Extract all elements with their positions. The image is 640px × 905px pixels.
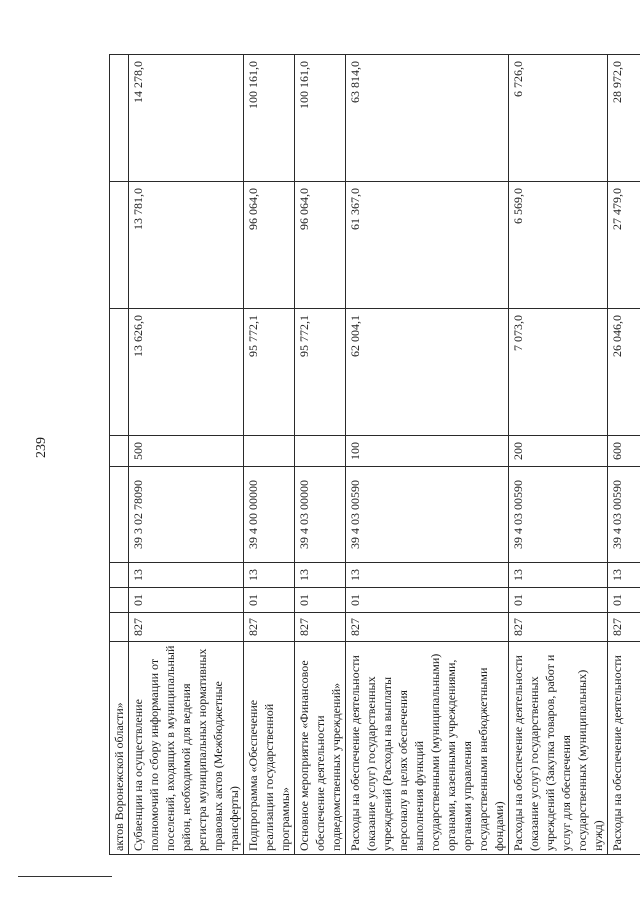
pr-cell: 13 bbox=[295, 563, 346, 588]
budget-table bbox=[109, 54, 640, 855]
pr-cell: 13 bbox=[346, 563, 509, 588]
vr-cell: 500 bbox=[129, 436, 244, 467]
page-number: 239 bbox=[34, 437, 49, 458]
year1-amount-cell: 95 772,1 bbox=[295, 309, 346, 436]
ved-cell: 827 bbox=[509, 613, 608, 642]
name-cell: Расходы на обеспечение деятельности (оказание услуг) государственных учреждений (Расходы на выплаты персоналу в целях обеспечения выполнения функций государственными (муниципальными) органами, казенными учреждениями, органами управления государственными внебюджетными фондами) bbox=[346, 642, 509, 855]
name-cell: Расходы на обеспечение деятельности (оказание услуг) государственных учреждений (Закупка товаров, работ и услуг для обеспечения государственных (муниципальных) нужд) bbox=[509, 642, 608, 855]
csr-cell bbox=[110, 467, 129, 563]
name-cell: Подпрограмма «Обеспечение реализации государственной программы» bbox=[244, 642, 295, 855]
pr-cell: 13 bbox=[129, 563, 244, 588]
year3-amount-cell bbox=[110, 55, 129, 182]
rz-cell bbox=[110, 588, 129, 613]
pr-cell: 13 bbox=[608, 563, 640, 588]
ved-cell: 827 bbox=[129, 613, 244, 642]
year3-amount-cell: 100 161,0 bbox=[295, 55, 346, 182]
year2-amount-cell: 61 367,0 bbox=[346, 182, 509, 309]
csr-cell: 39 4 03 00000 bbox=[295, 467, 346, 563]
table-row bbox=[509, 55, 608, 855]
year1-amount-cell: 13 626,0 bbox=[129, 309, 244, 436]
table-row bbox=[110, 55, 129, 855]
csr-cell: 39 3 02 78090 bbox=[129, 467, 244, 563]
pr-cell: 13 bbox=[244, 563, 295, 588]
name-cell: Субвенции на осуществление полномочий по сбору информации от поселений, входящих в муниципальный район, необходимой для ведения регистра муниципальных нормативных правовых актов (Межбюджетные трансферты) bbox=[129, 642, 244, 855]
rz-cell: 01 bbox=[244, 588, 295, 613]
table-body bbox=[110, 55, 640, 855]
vr-cell: 600 bbox=[608, 436, 640, 467]
rz-cell: 01 bbox=[295, 588, 346, 613]
csr-cell: 39 4 03 00590 bbox=[509, 467, 608, 563]
year1-amount-cell: 7 073,0 bbox=[509, 309, 608, 436]
csr-cell: 39 4 03 00590 bbox=[608, 467, 640, 563]
year1-amount-cell: 95 772,1 bbox=[244, 309, 295, 436]
ved-cell: 827 bbox=[346, 613, 509, 642]
name-cell: актов Воронежской области» bbox=[110, 642, 129, 855]
year3-amount-cell: 28 972,0 bbox=[608, 55, 640, 182]
table-row bbox=[295, 55, 346, 855]
table-row bbox=[244, 55, 295, 855]
year1-amount-cell bbox=[110, 309, 129, 436]
year2-amount-cell bbox=[110, 182, 129, 309]
vr-cell: 200 bbox=[509, 436, 608, 467]
year1-amount-cell: 62 004,1 bbox=[346, 309, 509, 436]
year2-amount-cell: 96 064,0 bbox=[295, 182, 346, 309]
csr-cell: 39 4 03 00590 bbox=[346, 467, 509, 563]
year2-amount-cell: 13 781,0 bbox=[129, 182, 244, 309]
ved-cell: 827 bbox=[608, 613, 640, 642]
name-cell: Расходы на обеспечение деятельности bbox=[608, 642, 640, 855]
vr-cell bbox=[244, 436, 295, 467]
year1-amount-cell: 26 046,0 bbox=[608, 309, 640, 436]
year3-amount-cell: 6 726,0 bbox=[509, 55, 608, 182]
rz-cell: 01 bbox=[509, 588, 608, 613]
year3-amount-cell: 100 161,0 bbox=[244, 55, 295, 182]
rotated-table-container bbox=[109, 55, 624, 855]
rz-cell: 01 bbox=[346, 588, 509, 613]
year2-amount-cell: 27 479,0 bbox=[608, 182, 640, 309]
name-cell: Основное мероприятие «Финансовое обеспечение деятельности подведомственных учреждений» bbox=[295, 642, 346, 855]
vr-cell bbox=[110, 436, 129, 467]
year3-amount-cell: 63 814,0 bbox=[346, 55, 509, 182]
ved-cell: 827 bbox=[295, 613, 346, 642]
table-row bbox=[608, 55, 640, 855]
pr-cell: 13 bbox=[509, 563, 608, 588]
table-row bbox=[129, 55, 244, 855]
table-row bbox=[346, 55, 509, 855]
vr-cell bbox=[295, 436, 346, 467]
pr-cell bbox=[110, 563, 129, 588]
year3-amount-cell: 14 278,0 bbox=[129, 55, 244, 182]
year2-amount-cell: 6 569,0 bbox=[509, 182, 608, 309]
footer-rule bbox=[18, 876, 112, 877]
ved-cell bbox=[110, 613, 129, 642]
ved-cell: 827 bbox=[244, 613, 295, 642]
rz-cell: 01 bbox=[129, 588, 244, 613]
csr-cell: 39 4 00 00000 bbox=[244, 467, 295, 563]
vr-cell: 100 bbox=[346, 436, 509, 467]
year2-amount-cell: 96 064,0 bbox=[244, 182, 295, 309]
rz-cell: 01 bbox=[608, 588, 640, 613]
